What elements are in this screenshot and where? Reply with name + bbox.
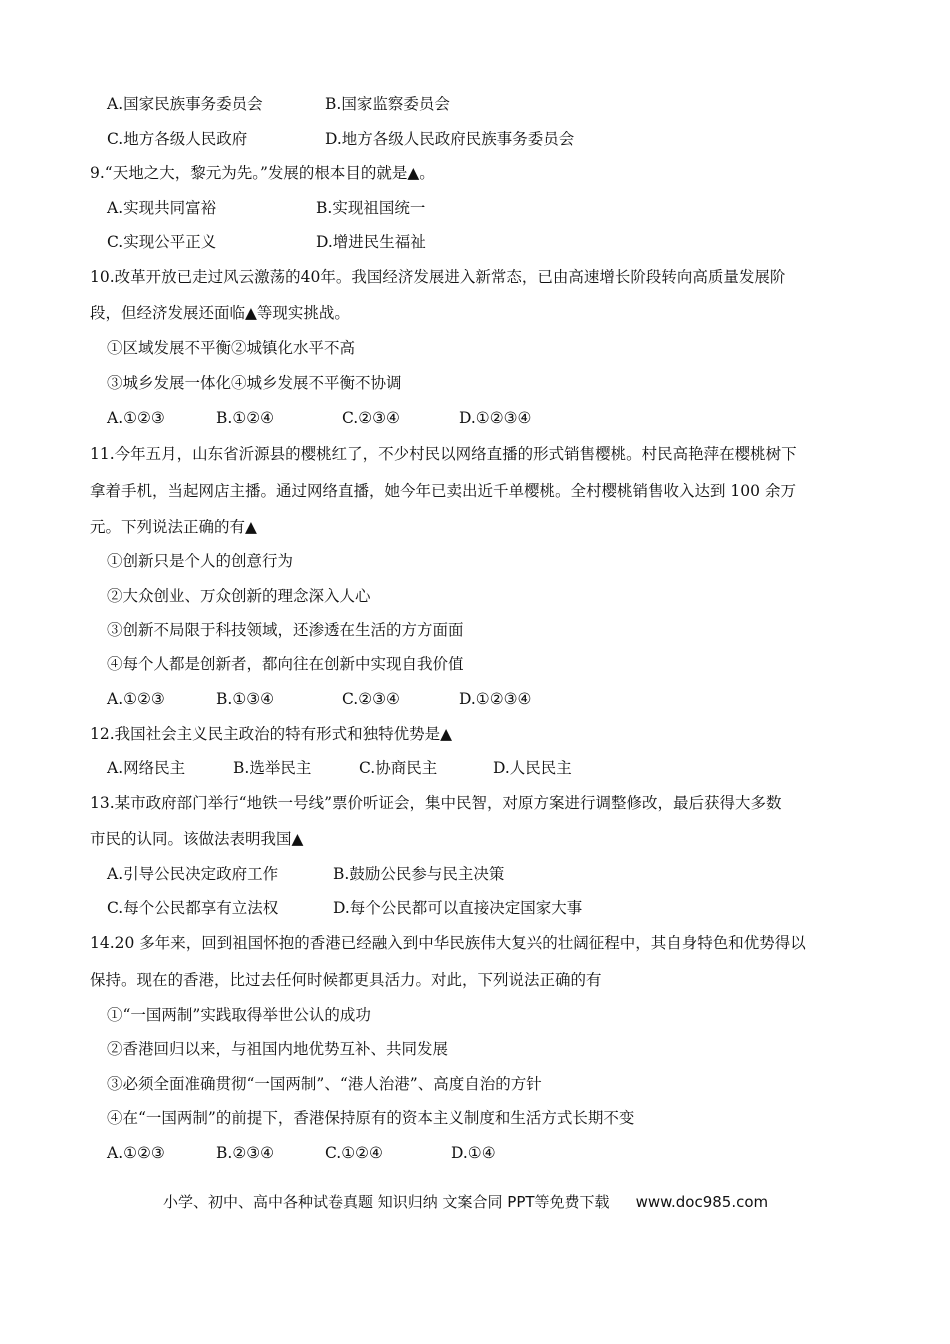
q9-option-a: A.实现共同富裕 [107, 199, 217, 217]
q13-stem-line-2: 市民的认同。该做法表明我国▲ [90, 830, 304, 848]
q12-option-a: A.网络民主 [107, 759, 186, 777]
q12-option-c: C.协商民主 [359, 759, 438, 777]
q9-option-c: C.实现公平正义 [107, 233, 217, 251]
footer-url-link[interactable]: www.doc985.com [635, 1193, 769, 1211]
q8-option-c: C.地方各级人民政府 [107, 130, 248, 148]
q8-option-b: B.国家监察委员会 [325, 95, 450, 113]
q10-option-b: B.①②④ [216, 409, 275, 427]
q11-option-a: A.①②③ [107, 690, 165, 708]
q14-statement-3: ③必须全面准确贯彻“一国两制”、“港人治港”、高度自治的方针 [107, 1075, 542, 1093]
q10-option-d: D.①②③④ [459, 409, 532, 427]
q14-option-a: A.①②③ [107, 1144, 165, 1162]
q10-option-a: A.①②③ [107, 409, 165, 427]
q11-option-d: D.①②③④ [459, 690, 532, 708]
q12-stem: 12.我国社会主义民主政治的特有形式和独特优势是▲ [90, 725, 453, 743]
q9-option-d: D.增进民生福祉 [316, 233, 426, 251]
q10-statement-1: ①区域发展不平衡②城镇化水平不高 [107, 339, 356, 357]
q14-statement-2: ②香港回归以来，与祖国内地优势互补、共同发展 [107, 1040, 449, 1058]
q10-stem-line-2: 段，但经济发展还面临▲等现实挑战。 [90, 304, 350, 322]
q13-option-d: D.每个公民都可以直接决定国家大事 [333, 899, 583, 917]
q11-statement-1: ①创新只是个人的创意行为 [107, 552, 294, 570]
q14-statement-4: ④在“一国两制”的前提下，香港保持原有的资本主义制度和生活方式长期不变 [107, 1109, 635, 1127]
q12-option-d: D.人民民主 [493, 759, 572, 777]
q11-option-c: C.②③④ [342, 690, 400, 708]
q14-option-d: D.①④ [451, 1144, 496, 1162]
q14-option-c: C.①②④ [325, 1144, 383, 1162]
q13-option-a: A.引导公民决定政府工作 [107, 865, 279, 883]
q9-option-b: B.实现祖国统一 [316, 199, 426, 217]
q8-option-a: A.国家民族事务委员会 [107, 95, 263, 113]
q12-option-b: B.选举民主 [233, 759, 312, 777]
q11-statement-4: ④每个人都是创新者，都向往在创新中实现自我价值 [107, 655, 464, 673]
q11-option-b: B.①③④ [216, 690, 275, 708]
q8-option-d: D.地方各级人民政府民族事务委员会 [325, 130, 575, 148]
q11-stem-line-2: 拿着手机，当起网店主播。通过网络直播，她今年已卖出近千单樱桃。全村樱桃销售收入达到 100 余万 [90, 482, 796, 500]
q11-statement-3: ③创新不局限于科技领域，还渗透在生活的方方面面 [107, 621, 464, 639]
q10-option-c: C.②③④ [342, 409, 400, 427]
q14-stem-line-2: 保持。现在的香港，比过去任何时候都更具活力。对此，下列说法正确的有 [90, 971, 602, 989]
page-footer [163, 1192, 768, 1212]
q9-stem: 9.“天地之大，黎元为先。”发展的根本目的就是▲。 [90, 164, 435, 182]
q14-option-b: B.②③④ [216, 1144, 275, 1162]
q13-stem-line-1: 13.某市政府部门举行“地铁一号线”票价听证会，集中民智，对原方案进行调整修改，最后获得大多数 [90, 794, 782, 812]
q10-stem-line-1: 10.改革开放已走过风云激荡的40年。我国经济发展进入新常态，已由高速增长阶段转向高质量发展阶 [90, 268, 786, 286]
q13-option-b: B.鼓励公民参与民主决策 [333, 865, 505, 883]
q14-stem-line-1: 14.20 多年来，回到祖国怀抱的香港已经融入到中华民族伟大复兴的壮阔征程中，其自身特色和优势得以 [90, 934, 806, 952]
q11-statement-2: ②大众创业、万众创新的理念深入人心 [107, 587, 371, 605]
q11-stem-line-3: 元。下列说法正确的有▲ [90, 518, 257, 536]
q13-option-c: C.每个公民都享有立法权 [107, 899, 279, 917]
q10-statement-2: ③城乡发展一体化④城乡发展不平衡不协调 [107, 374, 402, 392]
q14-statement-1: ①“一国两制”实践取得举世公认的成功 [107, 1006, 371, 1024]
footer-text: 小学、初中、高中各种试卷真题 知识归纳 文案合同 PPT等免费下载 [163, 1193, 610, 1211]
q11-stem-line-1: 11.今年五月，山东省沂源县的樱桃红了，不少村民以网络直播的形式销售樱桃。村民高艳萍在樱桃树下 [90, 445, 797, 463]
